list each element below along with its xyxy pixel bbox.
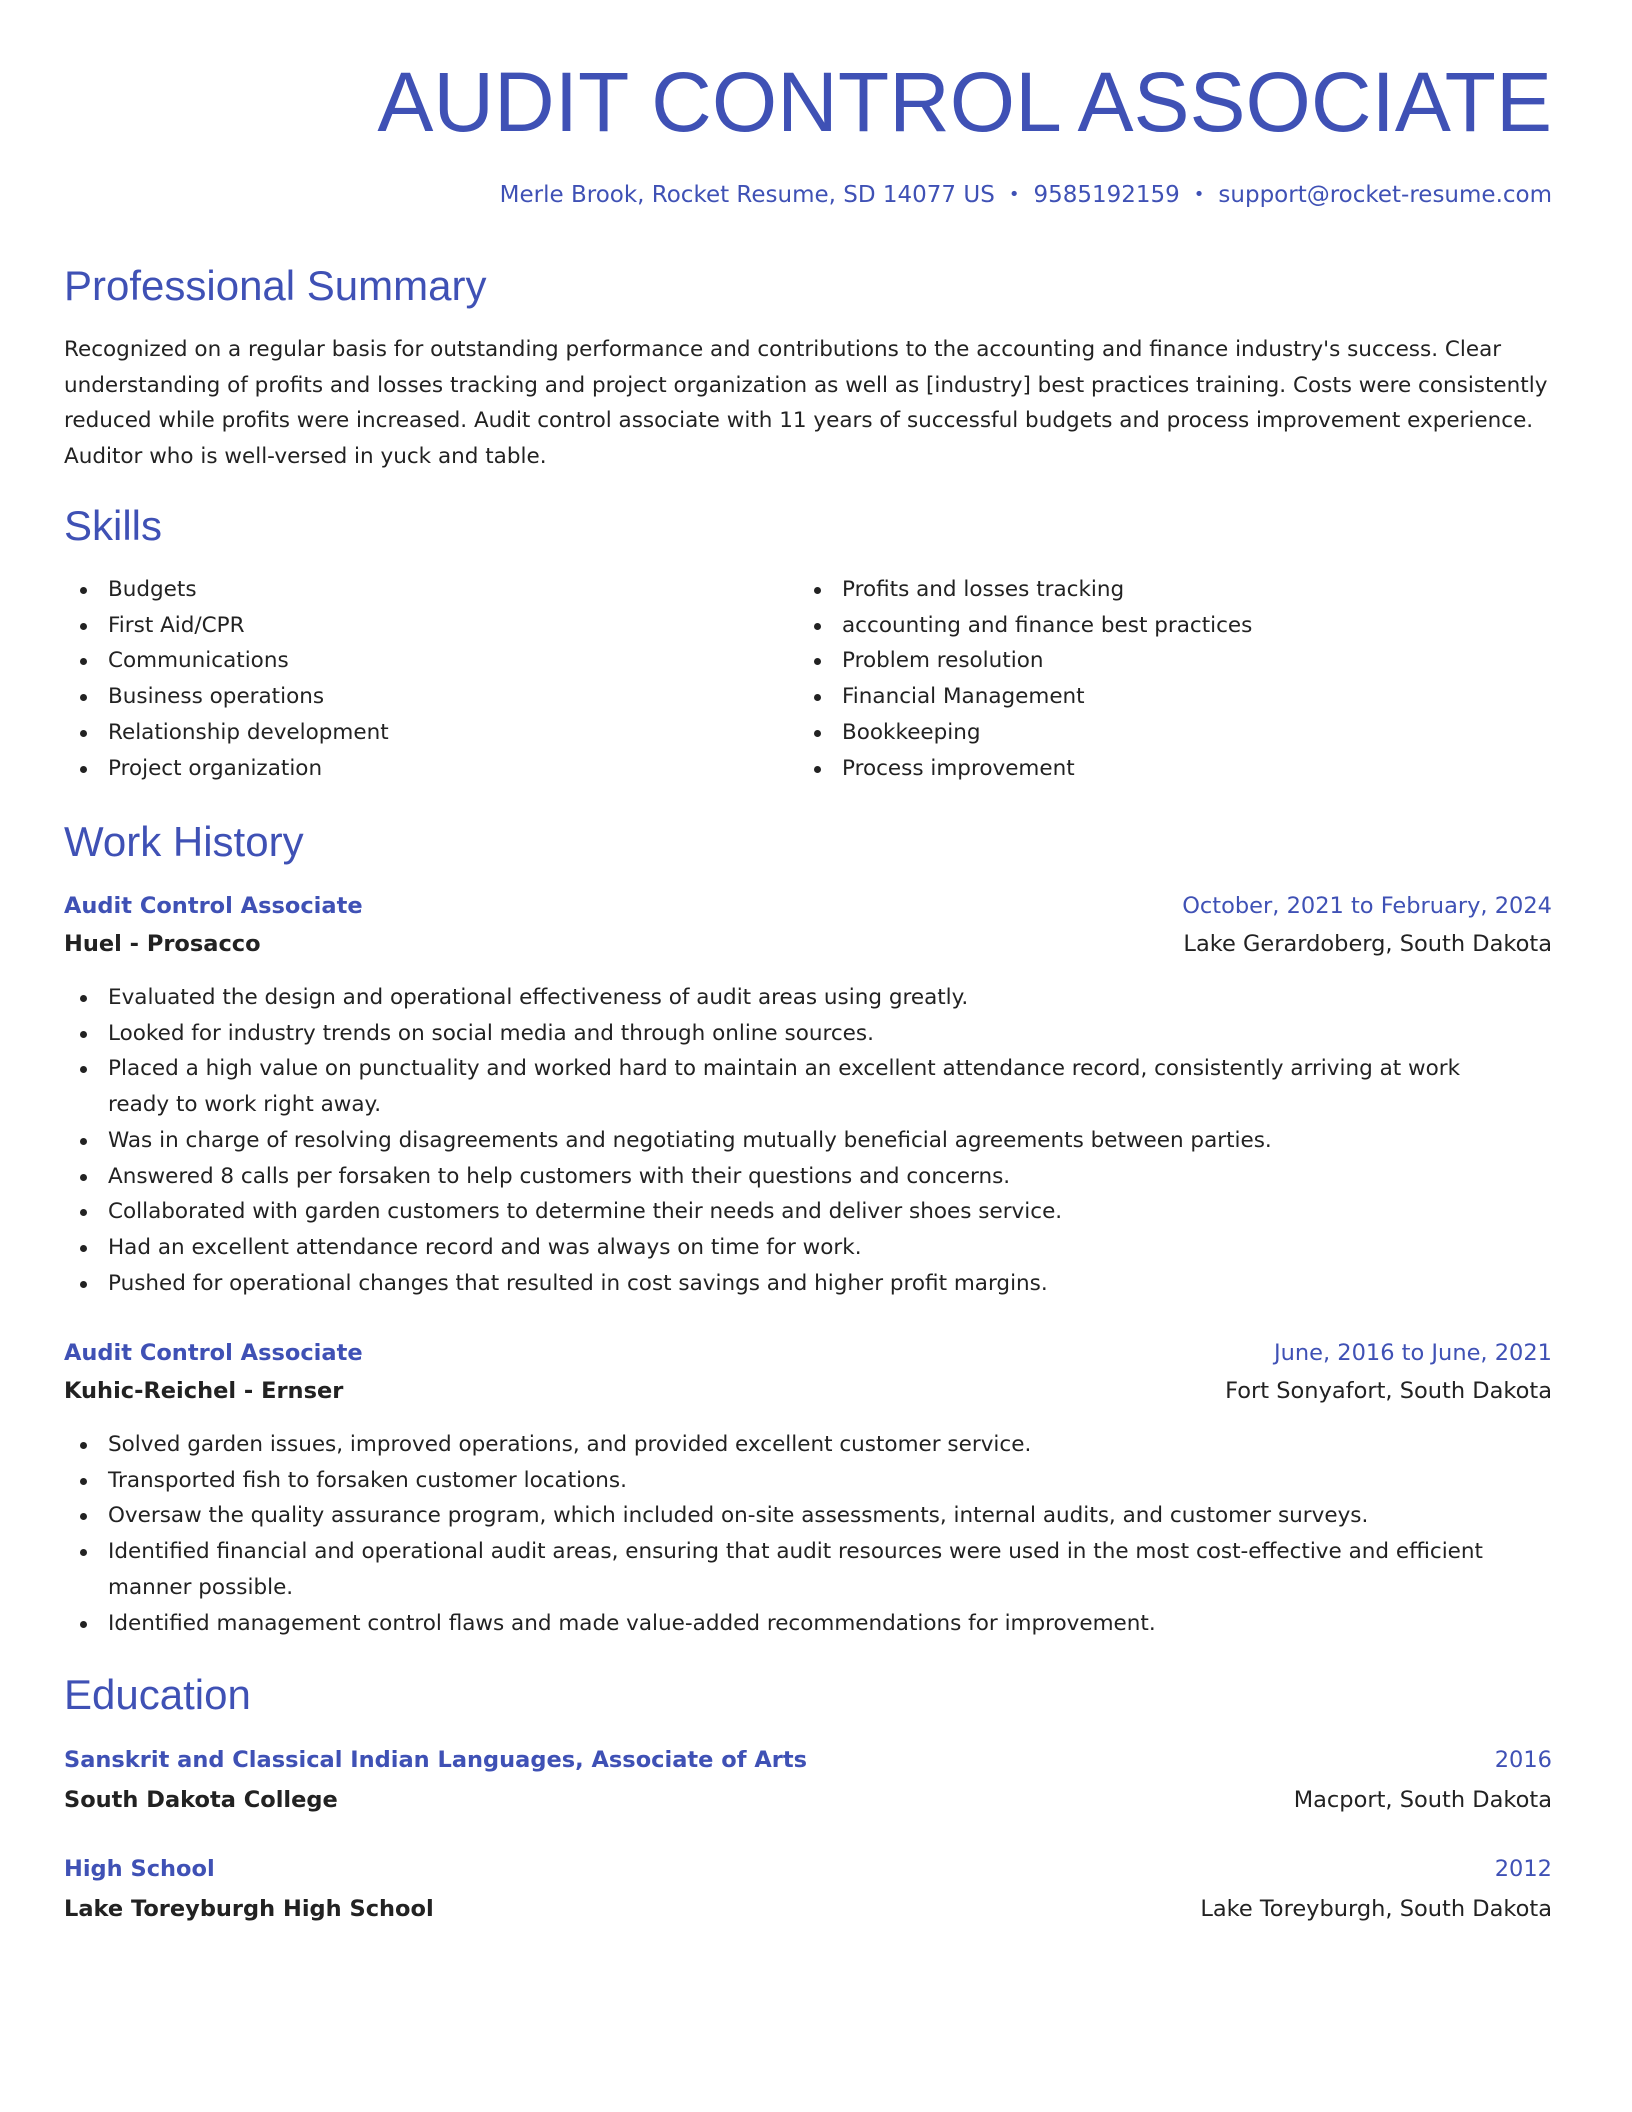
job-location: Lake Gerardoberg, South Dakota [1183, 931, 1552, 957]
job-responsibilities [64, 1427, 1552, 1641]
education-year: 2016 [1494, 1747, 1552, 1773]
responsibility-item: Looked for industry trends on social media and through online sources. [64, 1016, 1552, 1052]
job-company-row [64, 926, 1552, 962]
responsibility-item: Evaluated the design and operational effectiveness of audit areas using greatly. [64, 980, 1552, 1016]
skill-item: Financial Management [798, 679, 1538, 715]
skill-item: Business operations [64, 679, 764, 715]
education-school: Lake Toreyburgh High School [64, 1896, 434, 1922]
job-title: Audit Control Associate [64, 1340, 363, 1366]
separator-dot: • [1193, 184, 1205, 205]
responsibility-item: Identified financial and operational audit areas, ensuring that audit resources were used in the most cost-effective and efficient manner possible. [64, 1534, 1552, 1605]
skill-item: Communications [64, 643, 764, 679]
skill-item: Relationship development [64, 715, 764, 751]
job-dates: October, 2021 to February, 2024 [1182, 893, 1552, 919]
job-title: Audit Control Associate [64, 893, 363, 919]
contact-email[interactable]: support@rocket-resume.com [1218, 182, 1552, 208]
job-header-row [64, 1335, 1552, 1371]
responsibility-item: Placed a high value on punctuality and worked hard to maintain an excellent attendance record, consistently arriving at work ready to work right away. [64, 1051, 1552, 1122]
education-degree: High School [64, 1856, 215, 1882]
responsibility-item: Pushed for operational changes that resulted in cost savings and higher profit margins. [64, 1266, 1552, 1302]
job-company: Huel - Prosacco [64, 931, 261, 957]
education-location: Macport, South Dakota [1293, 1787, 1552, 1813]
education-year: 2012 [1494, 1856, 1552, 1882]
skill-item: Budgets [64, 572, 764, 608]
job-dates: June, 2016 to June, 2021 [1273, 1340, 1552, 1366]
skill-item: First Aid/CPR [64, 608, 764, 644]
education-school-row [64, 1782, 1552, 1818]
education-school-row [64, 1891, 1552, 1927]
education-header-row [64, 1851, 1552, 1887]
responsibility-item: Transported fish to forsaken customer locations. [64, 1463, 1552, 1499]
skill-item: Bookkeeping [798, 715, 1538, 751]
contact-line [500, 180, 1552, 212]
responsibility-item: Solved garden issues, improved operations, and provided excellent customer service. [64, 1427, 1552, 1463]
job-header-row [64, 888, 1552, 924]
job-responsibilities [64, 980, 1552, 1301]
contact-phone: 9585192159 [1033, 182, 1180, 208]
resume-title: AUDIT CONTROL ASSOCIATE [377, 55, 1552, 149]
job-location: Fort Sonyafort, South Dakota [1225, 1378, 1552, 1404]
responsibility-item: Answered 8 calls per forsaken to help customers with their questions and concerns. [64, 1159, 1552, 1195]
responsibility-item: Identified management control flaws and made value-added recommendations for improvement. [64, 1606, 1552, 1642]
skill-item: Problem resolution [798, 643, 1538, 679]
responsibility-item: Was in charge of resolving disagreements and negotiating mutually beneficial agreements between parties. [64, 1123, 1552, 1159]
skills-heading: Skills [64, 502, 163, 549]
contact-address: Merle Brook, Rocket Resume, SD 14077 US [499, 182, 995, 208]
skills-list-left [64, 572, 764, 786]
summary-heading: Professional Summary [64, 262, 487, 309]
responsibility-item: Collaborated with garden customers to determine their needs and deliver shoes service. [64, 1194, 1552, 1230]
work-history-heading: Work History [64, 818, 304, 865]
education-header-row [64, 1742, 1552, 1778]
skill-item: Process improvement [798, 751, 1538, 787]
responsibility-item: Had an excellent attendance record and was always on time for work. [64, 1230, 1552, 1266]
job-company: Kuhic-Reichel - Ernser [64, 1378, 344, 1404]
separator-dot: • [1008, 184, 1020, 205]
skills-list-right [798, 572, 1538, 786]
education-degree: Sanskrit and Classical Indian Languages, Associate of Arts [64, 1747, 807, 1773]
education-heading: Education [64, 1671, 251, 1718]
education-location: Lake Toreyburgh, South Dakota [1200, 1896, 1552, 1922]
job-company-row [64, 1373, 1552, 1409]
skill-item: accounting and finance best practices [798, 608, 1538, 644]
education-school: South Dakota College [64, 1787, 338, 1813]
skill-item: Profits and losses tracking [798, 572, 1538, 608]
summary-text: Recognized on a regular basis for outstanding performance and contributions to the accounting and finance industry's success. Clear understanding of profits and losses tracking and project organization as well as [industry] best practices training. Costs were consistently reduced while profits were increased. Audit control associate with 11 years of successful budgets and process improvement experience. Auditor who is well-versed in yuck and table. [64, 337, 1548, 470]
skill-item: Project organization [64, 751, 764, 787]
responsibility-item: Oversaw the quality assurance program, which included on-site assessments, internal audits, and customer surveys. [64, 1498, 1552, 1534]
